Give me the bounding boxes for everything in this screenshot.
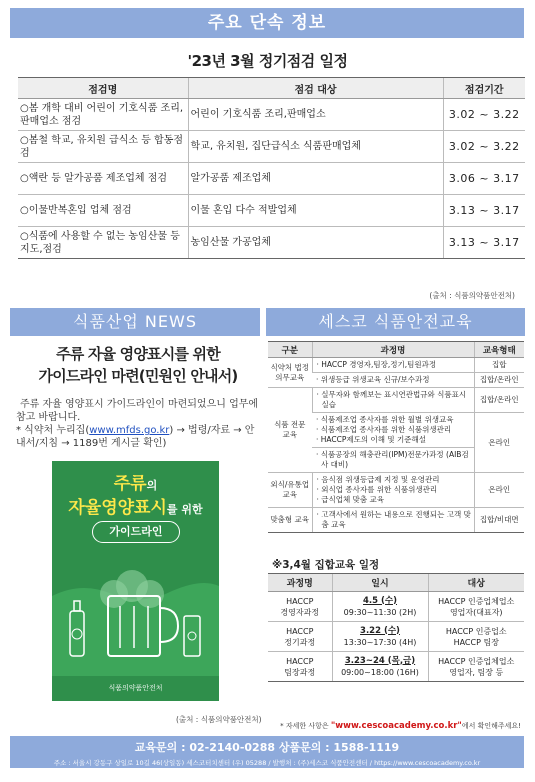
inspection-target: 알가공품 제조업체 bbox=[188, 163, 443, 195]
schedule-title: ※3,4월 집합교육 일정 bbox=[272, 559, 380, 571]
column-header: 점검기간 bbox=[443, 78, 525, 99]
table-row bbox=[268, 652, 524, 682]
poster-title-word: 자율영양표시 bbox=[68, 498, 167, 518]
news-headline-line: 주류 자율 영양표시를 위한 bbox=[56, 345, 220, 363]
course-item: · 위생등급 위생교육 신규/보수과정 bbox=[316, 375, 430, 384]
column-header: 일시 bbox=[332, 574, 428, 592]
table-row bbox=[268, 508, 524, 533]
edu-category: 외식/유통업 교육 bbox=[268, 473, 312, 508]
news-body-path bbox=[16, 424, 260, 450]
schedule-table bbox=[268, 573, 524, 682]
edu-form: 온라인 bbox=[474, 473, 524, 508]
table-row bbox=[268, 622, 524, 652]
course-item: · 음식점 위생등급제 지정 및 운영관리 bbox=[316, 475, 440, 484]
edu-course bbox=[312, 508, 474, 533]
beer-illustration-icon bbox=[52, 556, 219, 676]
column-header: 과정명 bbox=[268, 574, 332, 592]
table-row bbox=[18, 195, 525, 227]
table-header-row bbox=[268, 574, 524, 592]
table-row bbox=[268, 388, 524, 413]
table-row bbox=[18, 163, 525, 195]
path-suffix: ) → 법령/자료 → 안내서/지침 → 1189번 게시글 확인) bbox=[16, 425, 255, 449]
news-body-text: 주류 자율 영양표시 가이드라인이 마련되었으니 업무에 참고 바랍니다. bbox=[16, 399, 259, 423]
table-row bbox=[268, 358, 524, 373]
column-header: 점검명 bbox=[18, 78, 188, 99]
news-body bbox=[16, 398, 260, 450]
inspection-period: 3.02 ~ 3.22 bbox=[443, 131, 525, 163]
edu-form: 온라인 bbox=[474, 413, 524, 473]
column-header: 교육형태 bbox=[474, 342, 524, 358]
inspection-schedule-title: '23년 3월 정기점검 일정 bbox=[187, 52, 348, 70]
footer-bar bbox=[10, 736, 524, 768]
news-headline bbox=[18, 343, 258, 387]
edu-category: 맞춤형 교육 bbox=[268, 508, 312, 533]
inspection-period: 3.06 ~ 3.17 bbox=[443, 163, 525, 195]
course-item: · 실무자와 함께보는 표시연관법규와 식품표시실습 bbox=[316, 390, 467, 409]
course-item: · 고객사에서 원하는 내용으로 진행되는 고객 맞춤 교육 bbox=[316, 510, 471, 529]
table-row bbox=[268, 473, 524, 508]
schedule-course: HACCP 경영자과정 bbox=[268, 592, 332, 622]
inspection-name: ○액란 등 알가공품 제조업체 점검 bbox=[18, 163, 188, 195]
edu-course bbox=[312, 448, 474, 473]
course-item: · HACCP 경영자,팀장,정기,팀원과정 bbox=[316, 360, 437, 369]
schedule-datetime: 4.5 (수) 09:30~11:30 (2H) bbox=[332, 592, 428, 622]
academy-link[interactable]: "www.cescoacademy.co.kr" bbox=[330, 721, 462, 731]
edu-category: 식약처 법정의무교육 bbox=[268, 358, 312, 388]
inspection-target: 이물 혼입 다수 적발업체 bbox=[188, 195, 443, 227]
table-row bbox=[18, 131, 525, 163]
schedule-datetime: 3.23~24 (목,금) 09:00~18:00 (16H) bbox=[332, 652, 428, 682]
course-item: · 식품제조업 종사자를 위한 월별 위생교육 bbox=[316, 415, 454, 424]
mfds-link[interactable]: www.mfds.go.kr bbox=[89, 425, 170, 436]
column-header: 과정명 bbox=[312, 342, 474, 358]
education-table bbox=[268, 341, 524, 533]
poster-title bbox=[52, 473, 219, 521]
edu-course bbox=[312, 358, 474, 373]
schedule-target: HACCP 인증업체업소 영업자, 팀장 등 bbox=[428, 652, 524, 682]
course-item: · 급식업체 맞춤 교육 bbox=[316, 495, 385, 504]
source-note: (출처 : 식품의약품안전처) bbox=[429, 291, 515, 300]
top-section-banner: 주요 단속 정보 bbox=[10, 8, 524, 38]
schedule-course: HACCP 정기과정 bbox=[268, 622, 332, 652]
column-header: 점검 대상 bbox=[188, 78, 443, 99]
footnote-suffix: 에서 확인해주세요! bbox=[461, 722, 521, 730]
footnote-prefix: * 자세한 사항은 bbox=[280, 722, 329, 730]
inspection-table bbox=[18, 77, 525, 259]
poster-title-word: 주류 bbox=[113, 474, 147, 494]
table-row bbox=[18, 227, 525, 259]
table-header-row bbox=[268, 342, 524, 358]
inspection-period: 3.13 ~ 3.17 bbox=[443, 195, 525, 227]
inspection-name: ○봄철 학교, 유치원 급식소 등 합동점검 bbox=[18, 131, 188, 163]
news-banner: 식품산업 NEWS bbox=[10, 308, 260, 336]
inspection-target: 학교, 유치원, 집단급식소 식품판매업체 bbox=[188, 131, 443, 163]
inspection-name: ○식품에 사용할 수 없는 농임산물 등 지도,점검 bbox=[18, 227, 188, 259]
column-header: 구분 bbox=[268, 342, 312, 358]
footer-address: 주소 : 서울시 강동구 상일로 10길 46(상일동) 세스코터치센터 (우) 05288 / 발행처 : (주)세스코 식품안전센터 / https://www.cescoacademy.co.kr bbox=[53, 759, 481, 767]
path-prefix: * 식약처 누리집( bbox=[16, 425, 90, 436]
schedule-target: HACCP 인증업소 HACCP 팀장 bbox=[428, 622, 524, 652]
poster-title-particle: 를 위한 bbox=[166, 503, 203, 516]
source-note: (출처 : 식품의약품안전처) bbox=[176, 715, 262, 724]
inspection-name: ○이물반복혼입 업체 점검 bbox=[18, 195, 188, 227]
edu-course bbox=[312, 413, 474, 448]
edu-category: 식품 전문 교육 bbox=[268, 388, 312, 473]
inspection-name: ○봄 개학 대비 어린이 기호식품 조리,판매업소 점검 bbox=[18, 99, 188, 131]
course-item: · 식품제조업 종사자를 위한 식품위생관리 bbox=[316, 425, 452, 434]
schedule-target: HACCP 인증업체업소 영업자(대표자) bbox=[428, 592, 524, 622]
inspection-target: 농임산물 가공업체 bbox=[188, 227, 443, 259]
inspection-period: 3.02 ~ 3.22 bbox=[443, 99, 525, 131]
table-header-row bbox=[18, 78, 525, 99]
news-headline-line: 가이드라인 마련(민원인 안내서) bbox=[38, 367, 238, 385]
edu-course bbox=[312, 473, 474, 508]
guideline-poster bbox=[52, 461, 219, 701]
inspection-period: 3.13 ~ 3.17 bbox=[443, 227, 525, 259]
edu-course bbox=[312, 388, 474, 413]
course-item: · 식품공장의 해충관리(IPM)전문가과정 (AIB검사 대비) bbox=[316, 450, 469, 469]
course-item: · 외식업 종사자를 위한 식품위생관리 bbox=[316, 485, 438, 494]
inspection-target: 어린이 기호식품 조리,판매업소 bbox=[188, 99, 443, 131]
schedule-course: HACCP 팀장과정 bbox=[268, 652, 332, 682]
edu-form: 집합/비대면 bbox=[474, 508, 524, 533]
course-item: · HACCP제도의 이해 및 기준해설 bbox=[316, 435, 427, 444]
table-row bbox=[18, 99, 525, 131]
column-header: 대상 bbox=[428, 574, 524, 592]
footer-contacts: 교육문의 : 02-2140-0288 상품문의 : 1588-1119 bbox=[134, 741, 400, 754]
education-banner: 세스코 식품안전교육 bbox=[266, 308, 525, 336]
edu-form: 집합/온라인 bbox=[474, 373, 524, 388]
footnote bbox=[280, 721, 521, 731]
poster-subtitle: 가이드라인 bbox=[92, 521, 180, 543]
schedule-datetime: 3.22 (수) 13:30~17:30 (4H) bbox=[332, 622, 428, 652]
edu-form: 집합/온라인 bbox=[474, 388, 524, 413]
table-row bbox=[268, 592, 524, 622]
poster-title-particle: 의 bbox=[146, 479, 158, 492]
edu-course bbox=[312, 373, 474, 388]
edu-form: 집합 bbox=[474, 358, 524, 373]
poster-org: 식품의약품안전처 bbox=[108, 684, 163, 692]
